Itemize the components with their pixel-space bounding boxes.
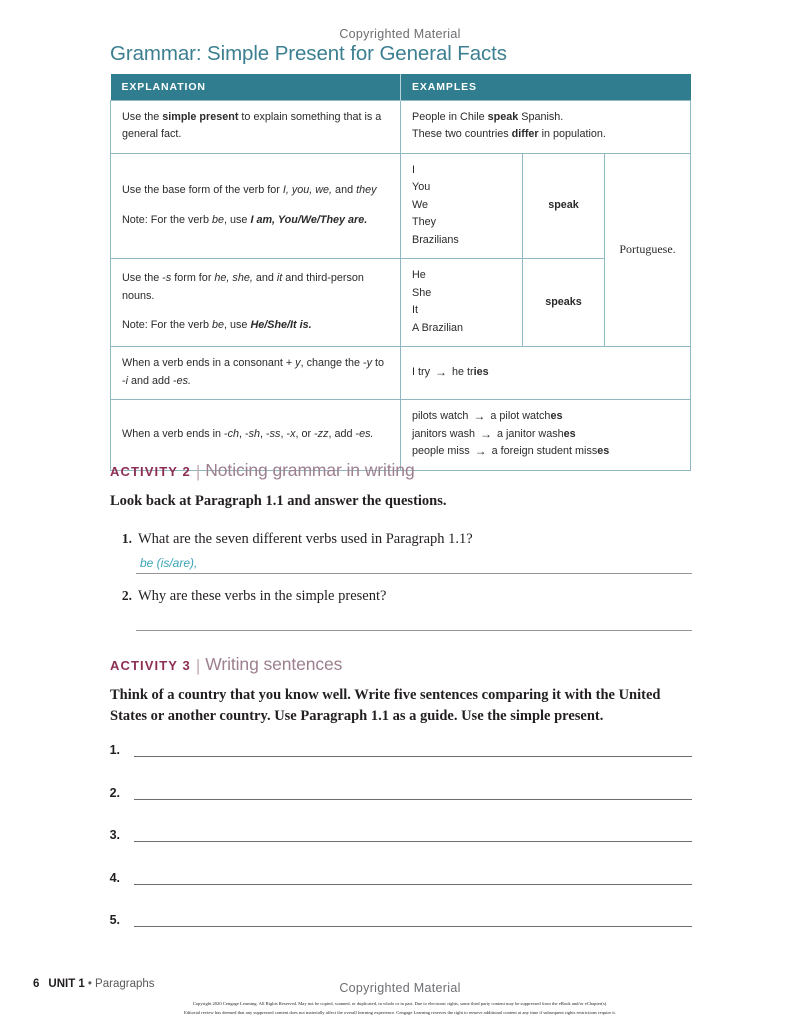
writing-line-number-3: 3. bbox=[109, 828, 120, 842]
question-2-answer-line[interactable] bbox=[136, 630, 692, 631]
activity-3-title: Writing sentences bbox=[205, 654, 343, 674]
activity-2-label: ACTIVITY 2 bbox=[110, 464, 191, 479]
writing-line-number-2: 2. bbox=[109, 786, 120, 800]
activity-3-label: ACTIVITY 3 bbox=[110, 658, 191, 673]
activity-3-instruction-line-1: Think of a country that you know well. Write five sentences comparing it with the United bbox=[110, 687, 661, 703]
copyright-line-1: Copyright 2020 Cengage Learning. All Rights Reserved. May not be copied, scanned, or duplicated, in whole or in part. Due to electronic rights, some third party content may be suppressed from the eBook and/or eChapter(s). bbox=[192, 1001, 608, 1006]
copyright-watermark-top: Copyrighted Material bbox=[339, 27, 461, 41]
verb-cell: speak bbox=[523, 153, 605, 258]
writing-line-number-1: 1. bbox=[109, 743, 120, 757]
subject-list-cell: I You We They Brazilians bbox=[401, 153, 523, 258]
examples-cell: People in Chile speak Spanish. These two countries differ in population. bbox=[401, 101, 691, 154]
writing-line-3[interactable] bbox=[134, 841, 692, 842]
writing-line-number-4: 4. bbox=[109, 871, 120, 885]
explanation-cell: Use the -s form for he, she, and it and third-person nouns. Note: For the verb be, use He/She/It is. bbox=[111, 259, 401, 347]
table-row bbox=[111, 259, 691, 347]
explanation-cell: When a verb ends in a consonant + y, change the -y to -i and add -es. bbox=[111, 347, 401, 400]
activity-3-header bbox=[110, 654, 342, 675]
writing-line-number-5: 5. bbox=[109, 913, 120, 927]
page-title: Grammar: Simple Present for General Facts bbox=[110, 42, 507, 65]
question-2-number: 2. bbox=[121, 588, 132, 603]
column-header-examples: EXAMPLES bbox=[401, 74, 691, 101]
activity-2-header bbox=[110, 460, 415, 481]
unit-subtitle: • Paragraphs bbox=[87, 978, 155, 990]
activity-2-title: Noticing grammar in writing bbox=[205, 460, 415, 480]
examples-cell: I try → he tries bbox=[401, 347, 691, 400]
explanation-cell: Use the base form of the verb for I, you, we, and they Note: For the verb be, use I am, You/We/They are. bbox=[111, 153, 401, 258]
writing-line-4[interactable] bbox=[134, 884, 692, 885]
grammar-table bbox=[110, 74, 691, 471]
question-2-text: Why are these verbs in the simple present? bbox=[138, 588, 387, 604]
column-header-explanation: EXPLANATION bbox=[111, 74, 401, 101]
question-1-answer-line[interactable] bbox=[136, 573, 692, 574]
subject-list-cell: He She It A Brazilian bbox=[401, 259, 523, 347]
question-1-text: What are the seven different verbs used in Paragraph 1.1? bbox=[138, 531, 473, 547]
activity-3-divider: | bbox=[195, 656, 201, 675]
verb-cell: speaks bbox=[523, 259, 605, 347]
page-number: 6 bbox=[33, 978, 40, 990]
explanation-cell: Use the simple present to explain something that is a general fact. bbox=[111, 101, 401, 154]
table-row bbox=[111, 347, 691, 400]
table-header-row bbox=[111, 74, 691, 101]
activity-2-divider: | bbox=[195, 462, 201, 481]
unit-label: UNIT 1 bbox=[48, 978, 85, 990]
question-1-number: 1. bbox=[121, 531, 132, 546]
writing-line-2[interactable] bbox=[134, 799, 692, 800]
examples-cell: pilots watch → a pilot watches janitors wash → a janitor washes people miss → a foreign student misses bbox=[401, 400, 691, 470]
writing-line-5[interactable] bbox=[134, 926, 692, 927]
question-1-answer-text: be (is/are), bbox=[140, 556, 198, 570]
activity-2-instruction: Look back at Paragraph 1.1 and answer the questions. bbox=[110, 493, 447, 509]
grammar-table-body bbox=[111, 101, 691, 471]
activity-3-instruction-line-2: States or another country. Use Paragraph 1.1 as a guide. Use the simple present. bbox=[110, 708, 604, 725]
object-cell: Portuguese. bbox=[605, 153, 691, 346]
writing-line-1[interactable] bbox=[134, 756, 692, 757]
copyright-notice bbox=[0, 1000, 800, 1018]
copyright-watermark-bottom: Copyrighted Material bbox=[339, 981, 461, 995]
explanation-cell: When a verb ends in -ch, -sh, -ss, -x, or -zz, add -es. bbox=[111, 400, 401, 470]
activity-3-instruction bbox=[110, 685, 690, 727]
table-row bbox=[111, 153, 691, 258]
copyright-line-2: Editorial review has deemed that any suppressed content does not materially affect the overall learning experience. Cengage Learning reserves the right to remove additional content at any time if subsequent rights restrictions require it. bbox=[184, 1009, 616, 1015]
table-row bbox=[111, 101, 691, 154]
